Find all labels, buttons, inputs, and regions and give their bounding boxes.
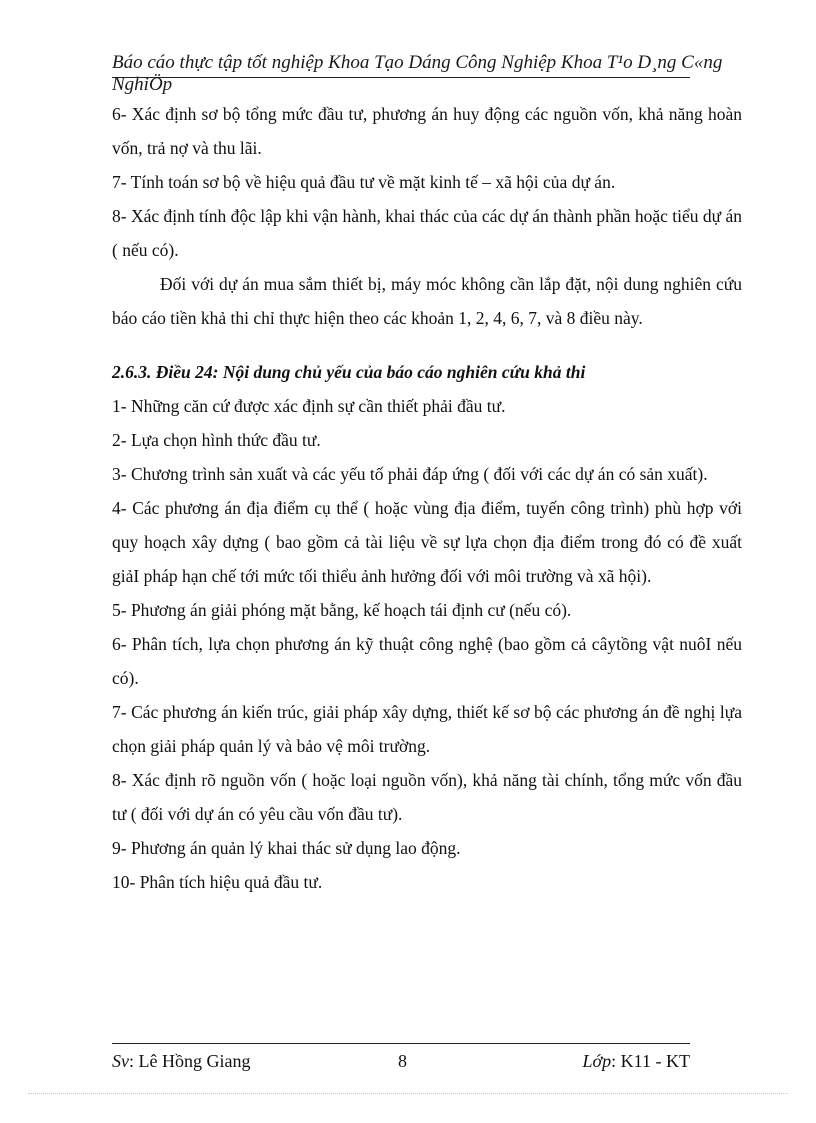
header-divider bbox=[112, 77, 690, 78]
paragraph-8: 8- Xác định tính độc lập khi vận hành, khai thác của các dự án thành phần hoặc tiểu dự án ( nếu có). bbox=[112, 206, 742, 260]
paragraph-7: 7- Tính toán sơ bộ về hiệu quả đầu tư về mặt kinh tế – xã hội của dự án. bbox=[112, 172, 616, 192]
list-item: 3- Chương trình sản xuất và các yếu tố phải đáp ứng ( đối với các dự án có sản xuất). bbox=[112, 464, 708, 484]
list-item: 7- Các phương án kiến trúc, giải pháp xây dựng, thiết kế sơ bộ các phương án đề nghị lựa chọn giải pháp quản lý và bảo vệ môi trường. bbox=[112, 702, 742, 756]
list-item: 10- Phân tích hiệu quả đầu tư. bbox=[112, 872, 323, 892]
list-item: 5- Phương án giải phóng mặt bằng, kế hoạch tái định cư (nếu có). bbox=[112, 600, 572, 620]
footer-divider bbox=[112, 1043, 690, 1044]
paragraph-note: Đối với dự án mua sắm thiết bị, máy móc không cần lắp đặt, nội dung nghiên cứu báo cáo tiền khả thi chỉ thực hiện theo các khoản 1, 2, 4, 6, 7, và 8 điều này. bbox=[112, 274, 742, 328]
page-header: Báo cáo thực tập tốt nghiệp Khoa Tạo Dáng Công Nghiệp Khoa T¹o D¸ng C«ng NghiÖp bbox=[112, 52, 723, 95]
page-bottom-border bbox=[28, 1093, 788, 1094]
list-item: 9- Phương án quản lý khai thác sử dụng lao động. bbox=[112, 838, 461, 858]
footer-student bbox=[112, 1049, 250, 1073]
list-item: 1- Những căn cứ được xác định sự cần thiết phải đầu tư. bbox=[112, 396, 506, 416]
class-label: Lớp bbox=[582, 1051, 612, 1071]
section-heading: 2.6.3. Điều 24: Nội dung chủ yếu của báo cáo nghiên cứu khả thi bbox=[112, 362, 586, 382]
footer-class bbox=[583, 1049, 690, 1073]
list-item: 6- Phân tích, lựa chọn phương án kỹ thuật công nghệ (bao gồm cả câytồng vật nuôI nếu có). bbox=[112, 634, 742, 688]
list-item: 2- Lựa chọn hình thức đầu tư. bbox=[112, 430, 321, 450]
list-item: 4- Các phương án địa điểm cụ thể ( hoặc vùng địa điểm, tuyến công trình) phù hợp với quy hoạch xây dựng ( bao gồm cả tài liệu về sự lựa chọn địa điểm trong đó có đề xuất giảI pháp hạn chế tới mức tối thiểu ảnh hưởng đối với môi trường và xã hội). bbox=[112, 498, 742, 586]
document-body bbox=[112, 97, 742, 899]
page-footer bbox=[112, 1049, 690, 1073]
paragraph-6: 6- Xác định sơ bộ tổng mức đầu tư, phương án huy động các nguồn vốn, khả năng hoàn vốn, trả nợ và thu lãi. bbox=[112, 104, 742, 158]
student-name: : Lê Hồng Giang bbox=[129, 1051, 251, 1071]
page-number: 8 bbox=[398, 1051, 407, 1071]
student-label: Sv bbox=[112, 1051, 129, 1071]
list-item: 8- Xác định rõ nguồn vốn ( hoặc loại nguồn vốn), khả năng tài chính, tổng mức vốn đầu tư ( đối với dự án có yêu cầu vốn đầu tư). bbox=[112, 770, 742, 824]
class-value: : K11 - KT bbox=[611, 1051, 690, 1071]
